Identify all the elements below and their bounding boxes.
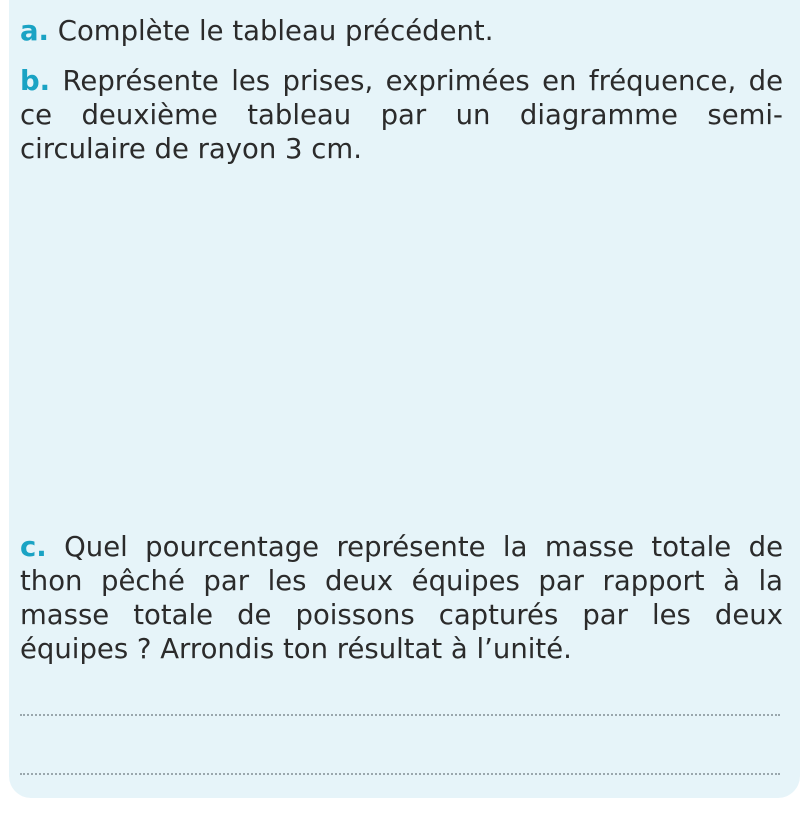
answer-line[interactable] [20,714,780,716]
question-c-text: Quel pourcentage représente la masse totale de thon pêché par les deux équipes par rapport à la masse totale de poissons capturés par les deux équipes ? Arrondis ton résultat à l’unité. [20,531,783,665]
question-b [20,64,783,166]
answer-line[interactable] [20,773,780,775]
question-b-text: Représente les prises, exprimées en fréquence, de ce deuxième tableau par un diagramme semi-circulaire de rayon 3 cm. [20,65,783,165]
question-c-letter: c. [20,531,47,563]
question-b-letter: b. [20,65,51,97]
question-a-text: Complète le tableau précédent. [49,15,494,47]
drawing-area[interactable] [20,180,783,510]
question-c [20,530,783,666]
question-a [20,14,783,48]
question-a-letter: a. [20,15,50,47]
